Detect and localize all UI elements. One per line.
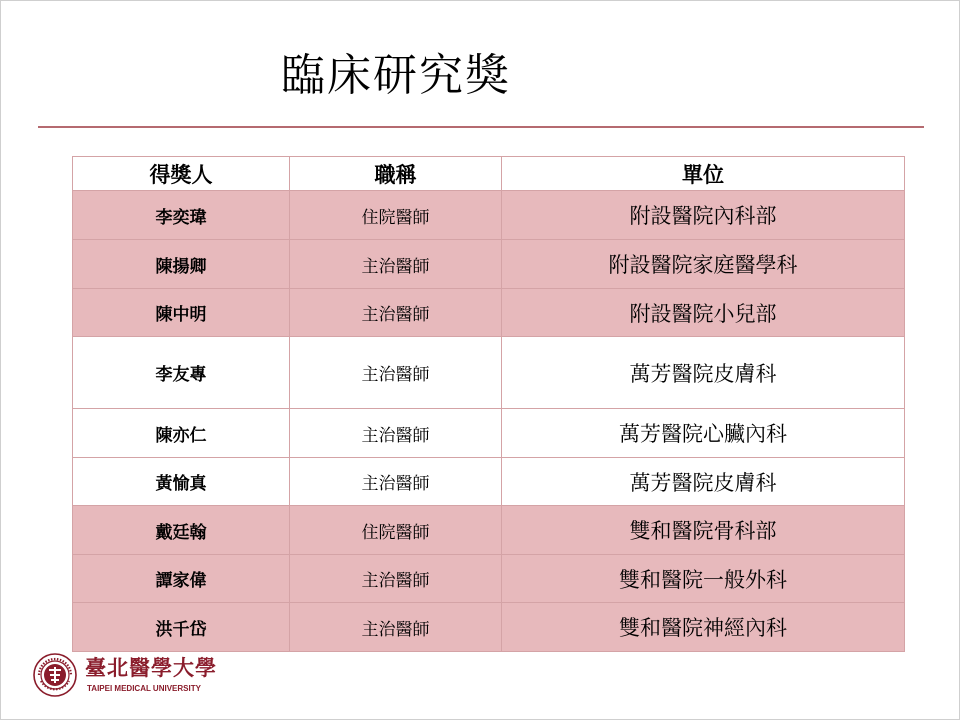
recipient-name: 陳亦仁	[73, 409, 290, 458]
recipient-name: 洪千岱	[73, 603, 290, 652]
table-row	[73, 191, 905, 240]
recipient-title: 主治醫師	[290, 337, 502, 409]
university-name-chinese: 臺北醫學大學	[85, 655, 217, 680]
university-logo	[33, 653, 217, 701]
recipient-title: 主治醫師	[290, 409, 502, 458]
slide-title: 臨床研究獎	[281, 50, 511, 101]
recipient-unit: 萬芳醫院皮膚科	[502, 337, 905, 409]
header-unit: 單位	[502, 157, 905, 191]
recipient-unit: 雙和醫院骨科部	[502, 506, 905, 555]
recipient-unit: 萬芳醫院心臟內科	[502, 409, 905, 458]
recipient-name: 戴廷翰	[73, 506, 290, 555]
recipient-name: 李奕瑋	[73, 191, 290, 240]
recipient-name: 譚家偉	[73, 555, 290, 603]
recipient-title: 主治醫師	[290, 458, 502, 506]
recipient-unit: 雙和醫院一般外科	[502, 555, 905, 603]
table-row	[73, 603, 905, 652]
table-row	[73, 337, 905, 409]
recipient-unit: 附設醫院家庭醫學科	[502, 240, 905, 289]
header-recipient: 得獎人	[73, 157, 290, 191]
recipient-unit: 雙和醫院神經內科	[502, 603, 905, 652]
recipient-name: 李友專	[73, 337, 290, 409]
recipient-title: 主治醫師	[290, 603, 502, 652]
recipient-name: 陳揚卿	[73, 240, 290, 289]
recipient-title: 主治醫師	[290, 555, 502, 603]
table-row	[73, 240, 905, 289]
recipient-title: 主治醫師	[290, 240, 502, 289]
table-row	[73, 555, 905, 603]
title-divider	[38, 126, 924, 128]
awards-table	[72, 156, 905, 652]
table-row	[73, 506, 905, 555]
header-job-title: 職稱	[290, 157, 502, 191]
recipient-unit: 萬芳醫院皮膚科	[502, 458, 905, 506]
recipient-name: 陳中明	[73, 289, 290, 337]
recipient-unit: 附設醫院內科部	[502, 191, 905, 240]
table-row	[73, 409, 905, 458]
table-row	[73, 289, 905, 337]
recipient-title: 住院醫師	[290, 191, 502, 240]
table-row	[73, 458, 905, 506]
recipient-unit: 附設醫院小兒部	[502, 289, 905, 337]
table-header-row	[73, 157, 905, 191]
university-seal-icon	[33, 653, 77, 697]
recipient-title: 住院醫師	[290, 506, 502, 555]
recipient-name: 黃愉真	[73, 458, 290, 506]
recipient-title: 主治醫師	[290, 289, 502, 337]
university-name-english: TAIPEI MEDICAL UNIVERSITY	[87, 684, 201, 693]
